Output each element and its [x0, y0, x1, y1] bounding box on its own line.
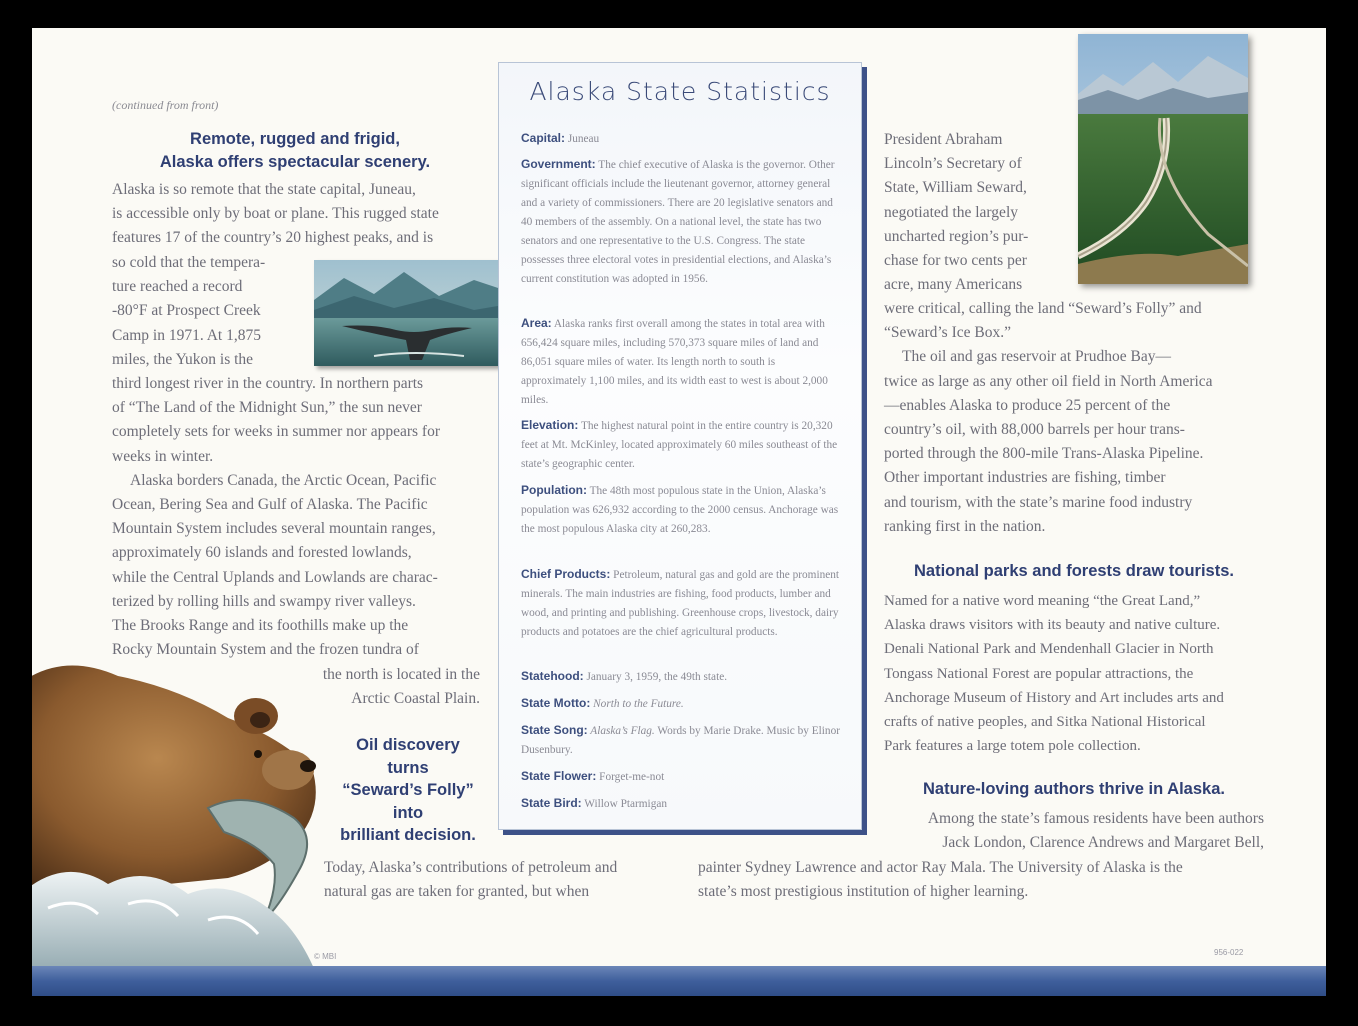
stat-flower: State Flower: Forget-me-not: [521, 769, 665, 783]
authors-paragraph-bottom: painter Sydney Lawrence and actor Ray Mala. The University of Alaska is the state’s most prestigious institution of higher learning.: [698, 859, 1183, 901]
seward-paragraph-wrap: President Abraham Lincoln’s Secretary of State, William Seward, negotiated the largely uncharted region’s pur- chase for two cents per acre, many Americans: [884, 131, 1029, 294]
parks-paragraph: Named for a native word meaning “the Great Land,” Alaska draws visitors with its beauty and native culture. Denali National Park and Mendenhall Glacier in North Tongass National Forest are popular attractions, the Anchorage Museum of History and Art includes arts and crafts of native peoples, and Sitka National Historical Park features a large totem pole collection.: [884, 593, 1224, 755]
copyright-mark: © MBI: [314, 952, 337, 961]
stat-song: State Song: Alaska’s Flag. Words by Marie Drake. Music by Elinor Dusenbury.: [521, 723, 840, 756]
stat-chief-products: Chief Products: Petroleum, natural gas and gold are the prominent minerals. The main industries are fishing, food products, lumber and wood, and printing and publishing. Greenhouse crops, livestock, dairy products and potatoes are the chief agricultural products.: [521, 567, 840, 638]
whale-tail-image: [314, 260, 510, 366]
scenery-paragraph-wrap: so cold that the tempera- ture reached a record -80°F at Prospect Creek Camp in 1971. At 1,875 miles, the Yukon is the: [112, 254, 266, 368]
oil-paragraph: Today, Alaska’s contributions of petroleum and natural gas are taken for granted, but when: [324, 859, 618, 901]
whale-tail-photo: [314, 260, 510, 366]
scenery-paragraph-tail: the north is located in the Arctic Coastal Plain.: [322, 666, 480, 708]
stats-title: Alaska State Statistics: [529, 77, 831, 106]
pipeline-image: [1078, 34, 1248, 284]
section-heading-authors: Nature-loving authors thrive in Alaska.: [923, 780, 1225, 798]
stat-area: Area: Alaska ranks first overall among the states in total area with 656,424 square miles, including 570,373 square miles of land and 86,051 square miles of water. Its length north to south is approximately 1,100 miles, and its width east to west is about 2,000 miles.: [521, 316, 828, 406]
bear-image: [32, 658, 328, 978]
stat-motto: State Motto: North to the Future.: [521, 696, 684, 710]
seward-paragraph-rest: were critical, calling the land “Seward’s Folly” and “Seward’s Ice Box.” The oil and gas reservoir at Prudhoe Bay— twice as large as any other oil field in North America —enables Alaska to produce 25 percent of the country’s oil, with 88,000 barrels per hour trans- ported through the 800-mile Trans-Alaska Pipeline. Other important industries are fishing, timber and tourism, with the state’s marine food industry ranking first in the nation.: [884, 300, 1213, 535]
footer-band: [32, 966, 1326, 996]
section-heading-scenery: Remote, rugged and frigid, Alaska offers spectacular scenery.: [159, 130, 431, 171]
scenery-paragraph-top: Alaska is so remote that the state capital, Juneau, is accessible only by boat or plane. This rugged state features 17 of the country’s 20 highest peaks, and is: [112, 181, 439, 247]
scenery-paragraph-rest: third longest river in the country. In northern parts of “The Land of the Midnight Sun,” the sun never completely sets for weeks in summer nor appears for weeks in winter. Alaska borders Canada, the Arctic Ocean, Pacific Ocean, Bering Sea and Gulf of Alaska. The Pacific Mountain System includes several mountain ranges, approximately 60 islands and forested lowlands, while the Central Uplands and Lowlands are charac- terized by rolling hills and swampy river valleys. The Brooks Range and its foothills make up the Rocky Mountain System and the frozen tundra of: [112, 375, 440, 659]
stat-bird: State Bird: Willow Ptarmigan: [521, 796, 667, 810]
pipeline-photo: [1078, 34, 1248, 284]
stat-government: Government: The chief executive of Alaska is the governor. Other significant officials include the lieutenant governor, attorney general and a variety of commissioners. There are 20 legislative senators and 40 members of the assembly. On a national level, the state has two senators and one representative to the U.S. Congress. The state possesses three electoral votes in presidential elections, and Alaska’s current constitution was adopted in 1956.: [521, 157, 835, 285]
section-heading-oil: Oil discovery turns “Seward’s Folly” into brilliant decision.: [340, 736, 476, 844]
continued-note: (continued from front): [112, 98, 219, 112]
section-heading-parks: National parks and forests draw tourists.: [914, 562, 1234, 580]
state-statistics-box: [498, 62, 862, 830]
card: [32, 28, 1326, 996]
bear-with-salmon-illustration: [32, 658, 328, 978]
stat-statehood: Statehood: January 3, 1959, the 49th state.: [521, 669, 728, 683]
stat-population: Population: The 48th most populous state in the Union, Alaska’s population was 626,932 according to the 2000 census. Anchorage was the most populous Alaska city at 260,283.: [521, 483, 839, 535]
product-code: 956-022: [1214, 948, 1244, 957]
authors-paragraph: Among the state’s famous residents have been authors Jack London, Clarence Andrews and Margaret Bell,: [927, 810, 1264, 852]
stat-elevation: Elevation: The highest natural point in the entire country is 20,320 feet at Mt. McKinley, located approximately 60 miles southeast of the state’s geographic center.: [521, 418, 838, 470]
stat-capital: Capital: Juneau: [521, 131, 600, 145]
